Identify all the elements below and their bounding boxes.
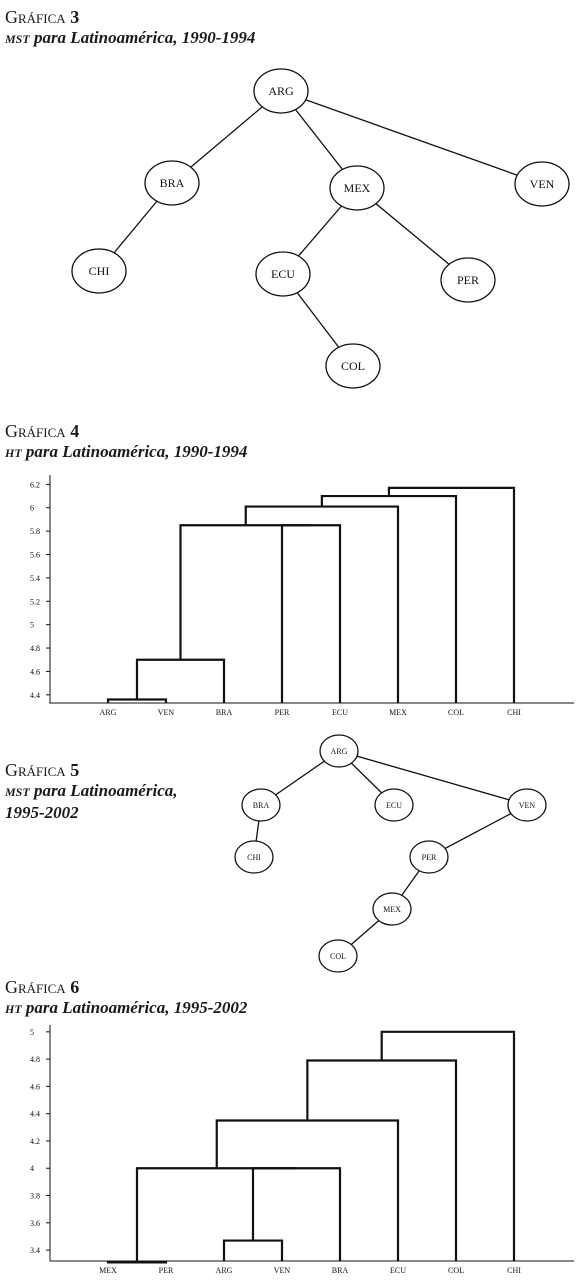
y-tick-label: 4.6 xyxy=(30,1082,40,1092)
node-bra xyxy=(145,161,199,205)
grafica-6-dendrogram xyxy=(0,1020,576,1282)
node-ven-label: VEN xyxy=(529,176,555,191)
merge-link-2 xyxy=(253,1168,340,1261)
y-tick-label: 4.8 xyxy=(30,1055,40,1065)
leaf-label-mex: MEX xyxy=(389,708,407,717)
node-col-label: COL xyxy=(330,951,346,961)
y-tick-label: 6 xyxy=(30,503,34,513)
merge-link-2 xyxy=(282,525,340,703)
leaf-label-col: COL xyxy=(448,708,464,717)
y-tick-label: 4.8 xyxy=(30,644,40,654)
y-tick-label: 4.6 xyxy=(30,667,40,677)
merge-link-1 xyxy=(224,1241,282,1261)
tree-edges xyxy=(99,91,542,366)
axis-frame xyxy=(50,475,574,703)
node-ecu xyxy=(256,252,310,296)
y-tick-label: 3.4 xyxy=(30,1246,40,1256)
y-tick-label: 4.4 xyxy=(30,690,40,700)
node-col-label: COL xyxy=(341,358,365,373)
leaf-label-mex: MEX xyxy=(99,1266,117,1275)
leaf-label-arg: ARG xyxy=(215,1266,233,1275)
node-col xyxy=(326,344,380,388)
node-chi xyxy=(235,841,273,873)
y-tick-label: 5.4 xyxy=(30,573,40,583)
grafica-5-mst-tree xyxy=(0,730,576,970)
node-bra-label: BRA xyxy=(252,800,270,810)
node-ecu-label: ECU xyxy=(271,266,295,281)
merge-link-5 xyxy=(307,1060,456,1261)
grafica-5-title: Gráfica 5 mst para Latinoamérica, 1995-2002 xyxy=(5,760,178,822)
y-axis-ticks xyxy=(30,480,50,699)
y-tick-label: 4.4 xyxy=(30,1109,40,1119)
leaf-label-chi: CHI xyxy=(507,1266,521,1275)
merge-link-4 xyxy=(246,507,398,703)
y-tick-label: 5 xyxy=(30,1027,34,1037)
node-chi xyxy=(72,249,126,293)
leaf-label-bra: BRA xyxy=(215,708,233,717)
merge-link-5 xyxy=(322,496,456,703)
node-mex-label: MEX xyxy=(343,180,371,195)
node-per xyxy=(410,841,448,873)
node-arg xyxy=(254,69,308,113)
dendrogram-links xyxy=(108,488,514,703)
merge-link-0 xyxy=(108,699,166,703)
node-per-label: PER xyxy=(456,272,480,287)
node-mex-label: MEX xyxy=(383,904,401,914)
y-axis-ticks xyxy=(30,1028,50,1255)
grafica-3-title: Gráfica 3 mst para Latinoamérica, 1990-1994 xyxy=(5,7,256,47)
node-mex xyxy=(330,166,384,210)
node-ecu-label: ECU xyxy=(386,800,402,810)
y-tick-label: 5.8 xyxy=(30,527,40,537)
leaf-label-per: PER xyxy=(274,708,290,717)
grafica-4-dendrogram xyxy=(0,470,576,730)
leaf-label-chi: CHI xyxy=(507,708,521,717)
merge-link-6 xyxy=(382,1032,514,1261)
grafica-6-title: Gráfica 6 ht para Latinoamérica, 1995-2002 xyxy=(5,977,248,1017)
grafica-4-title: Gráfica 4 ht para Latinoamérica, 1990-1994 xyxy=(5,421,248,461)
merge-link-3 xyxy=(181,525,312,659)
node-arg xyxy=(320,735,358,767)
y-tick-label: 4.2 xyxy=(30,1136,40,1146)
node-chi-label: CHI xyxy=(247,852,261,862)
leaf-label-ecu: ECU xyxy=(390,1266,406,1275)
y-tick-label: 3.8 xyxy=(30,1191,40,1201)
merge-link-1 xyxy=(137,660,224,703)
node-arg-label: ARG xyxy=(330,746,348,756)
y-tick-label: 5.2 xyxy=(30,597,40,607)
leaf-label-bra: BRA xyxy=(331,1266,349,1275)
node-ven-label: VEN xyxy=(518,800,536,810)
y-tick-label: 5.6 xyxy=(30,550,40,560)
y-tick-label: 5 xyxy=(30,620,34,630)
node-col xyxy=(319,940,357,972)
node-mex xyxy=(373,893,411,925)
y-tick-label: 6.2 xyxy=(30,480,40,490)
leaf-label-ven: VEN xyxy=(157,708,175,717)
edge-arg-ven xyxy=(281,91,542,184)
node-ecu xyxy=(375,789,413,821)
node-bra-label: BRA xyxy=(159,175,185,190)
leaf-label-per: PER xyxy=(158,1266,174,1275)
merge-link-3 xyxy=(137,1168,297,1262)
node-ven xyxy=(515,162,569,206)
node-arg-label: ARG xyxy=(268,83,294,98)
y-tick-label: 4 xyxy=(30,1164,34,1174)
node-bra xyxy=(242,789,280,821)
node-ven xyxy=(508,789,546,821)
leaf-label-ven: VEN xyxy=(273,1266,291,1275)
dendrogram-links xyxy=(108,1032,514,1263)
node-per xyxy=(441,258,495,302)
y-tick-label: 3.6 xyxy=(30,1218,40,1228)
node-per-label: PER xyxy=(421,852,437,862)
leaf-label-col: COL xyxy=(448,1266,464,1275)
leaf-label-arg: ARG xyxy=(99,708,117,717)
grafica-3-mst-tree xyxy=(0,0,576,400)
merge-link-6 xyxy=(389,488,514,703)
node-chi-label: CHI xyxy=(88,263,110,278)
leaf-label-ecu: ECU xyxy=(332,708,348,717)
